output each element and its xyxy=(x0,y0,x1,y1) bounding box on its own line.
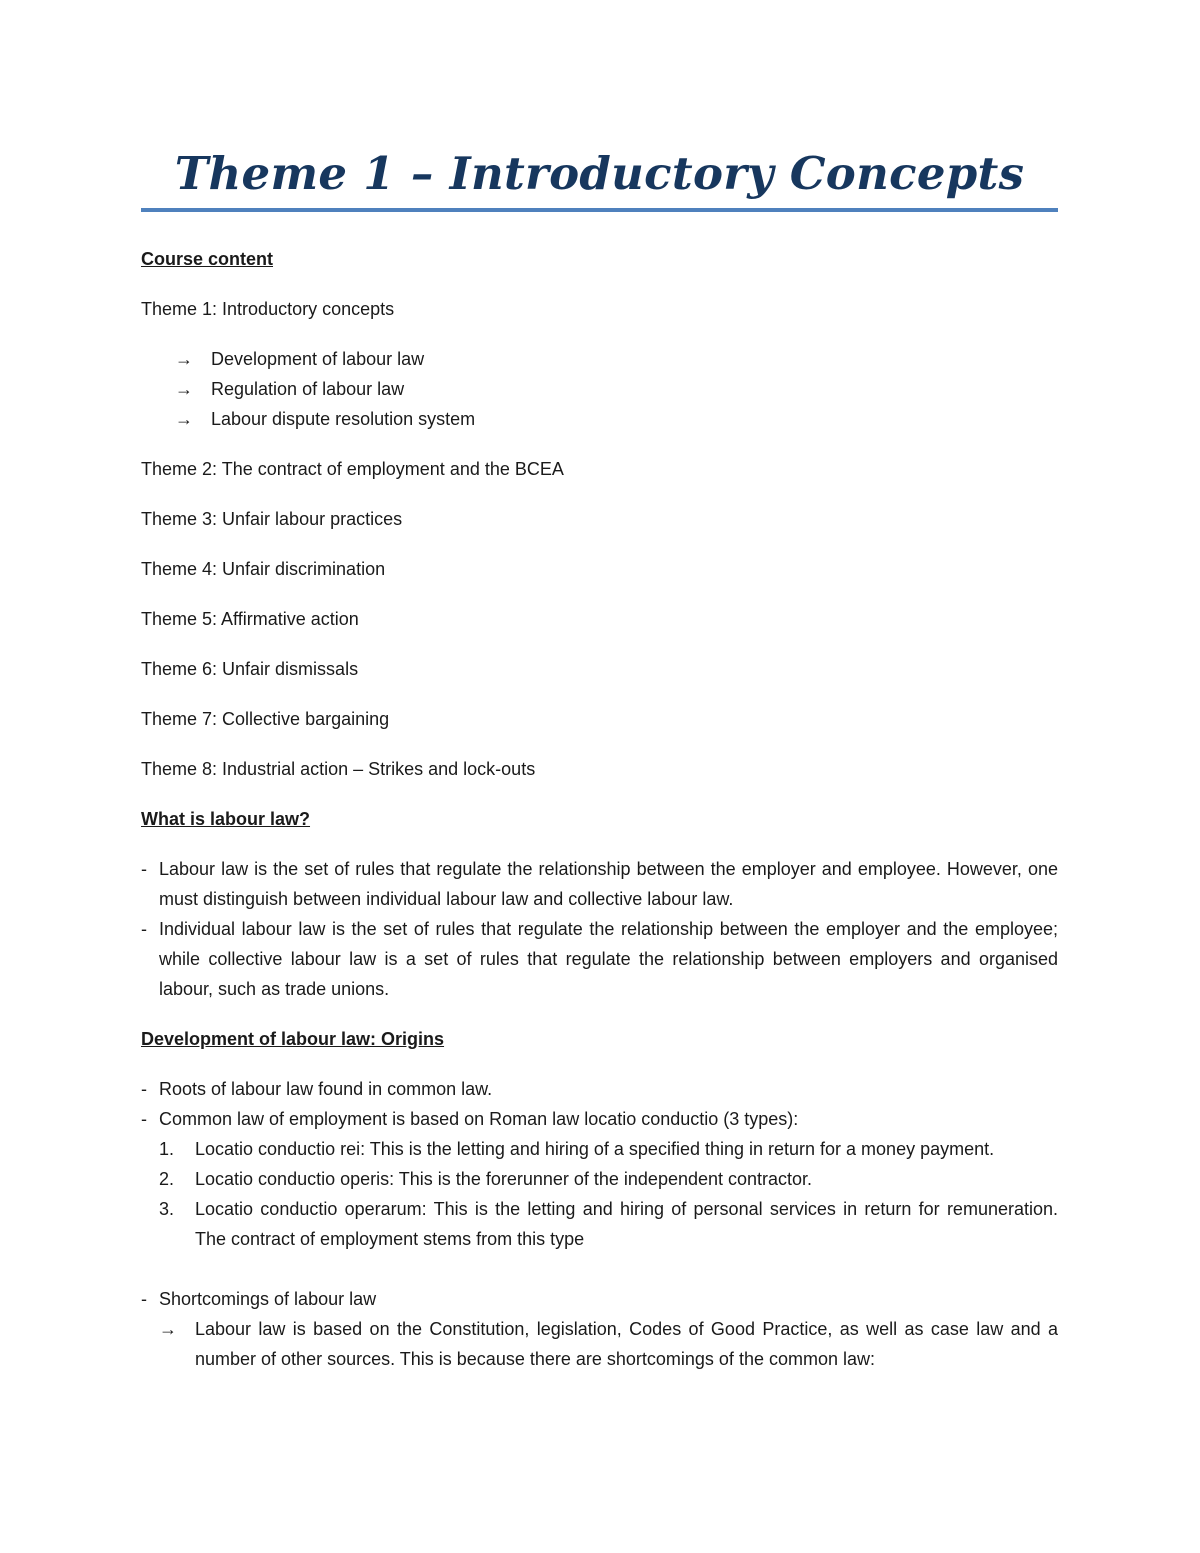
list-item: → Labour dispute resolution system xyxy=(141,404,1058,434)
shortcomings-list xyxy=(141,1284,1058,1314)
theme-line: Theme 8: Industrial action – Strikes and lock-outs xyxy=(141,759,536,779)
arrow-icon: → xyxy=(175,379,193,399)
dash-bullet: - xyxy=(141,919,147,939)
list-number: 1. xyxy=(159,1139,175,1159)
list-item: → Labour law is based on the Constitution, legislation, Codes of Good Practice, as well as case law and a number of other sources. This is because there are shortcomings of the common law: xyxy=(141,1314,1058,1374)
list-item: - Labour law is the set of rules that regulate the relationship between the employer and employee. However, one must distinguish between individual labour law and collective labour law. xyxy=(141,854,1058,914)
theme-line: Theme 4: Unfair discrimination xyxy=(141,559,386,579)
theme-line: Theme 3: Unfair labour practices xyxy=(141,509,403,529)
theme-1-subitems xyxy=(141,344,1058,434)
what-is-labour-law-heading: What is labour law? xyxy=(141,809,311,829)
theme-line: Theme 7: Collective bargaining xyxy=(141,709,390,729)
locatio-types-list xyxy=(141,1134,1058,1254)
list-item: → Development of labour law xyxy=(141,344,1058,374)
dash-bullet: - xyxy=(141,859,147,879)
theme-line: Theme 2: The contract of employment and the BCEA xyxy=(141,459,564,479)
theme-line: Theme 6: Unfair dismissals xyxy=(141,659,359,679)
arrow-icon: → xyxy=(175,349,193,369)
list-item: → Regulation of labour law xyxy=(141,374,1058,404)
theme-line: Theme 5: Affirmative action xyxy=(141,609,359,629)
dash-bullet: - xyxy=(141,1289,147,1309)
theme-1-line: Theme 1: Introductory concepts xyxy=(141,299,395,319)
shortcomings-sublist xyxy=(141,1314,1058,1374)
list-item: - Individual labour law is the set of rules that regulate the relationship between the employer and the employee; while collective labour law is a set of rules that regulate the relationship between employers and organised labour, such as trade unions. xyxy=(141,914,1058,1004)
development-list xyxy=(141,1074,1058,1134)
page-title: Theme 1 – Introductory Concepts xyxy=(174,147,1025,200)
list-item: - Roots of labour law found in common law. xyxy=(141,1074,1058,1104)
list-item: 2. Locatio conductio operis: This is the forerunner of the independent contractor. xyxy=(141,1164,1058,1194)
list-item: - Common law of employment is based on Roman law locatio conductio (3 types): xyxy=(141,1104,1058,1134)
course-content-heading: Course content xyxy=(141,249,274,269)
list-number: 2. xyxy=(159,1169,175,1189)
title-underline-rule xyxy=(141,208,1058,212)
arrow-icon: → xyxy=(175,409,193,429)
list-item: 1. Locatio conductio rei: This is the letting and hiring of a specified thing in return for a money payment. xyxy=(141,1134,1058,1164)
list-item: - Shortcomings of labour law xyxy=(141,1284,1058,1314)
dash-bullet: - xyxy=(141,1109,147,1129)
list-number: 3. xyxy=(159,1199,175,1219)
document-page xyxy=(141,140,1058,1374)
dash-bullet: - xyxy=(141,1079,147,1099)
what-is-list xyxy=(141,854,1058,1004)
list-item: 3. Locatio conductio operarum: This is the letting and hiring of personal services in return for remuneration. The contract of employment stems from this type xyxy=(141,1194,1058,1254)
arrow-icon: → xyxy=(159,1319,177,1339)
development-heading: Development of labour law: Origins xyxy=(141,1029,445,1049)
